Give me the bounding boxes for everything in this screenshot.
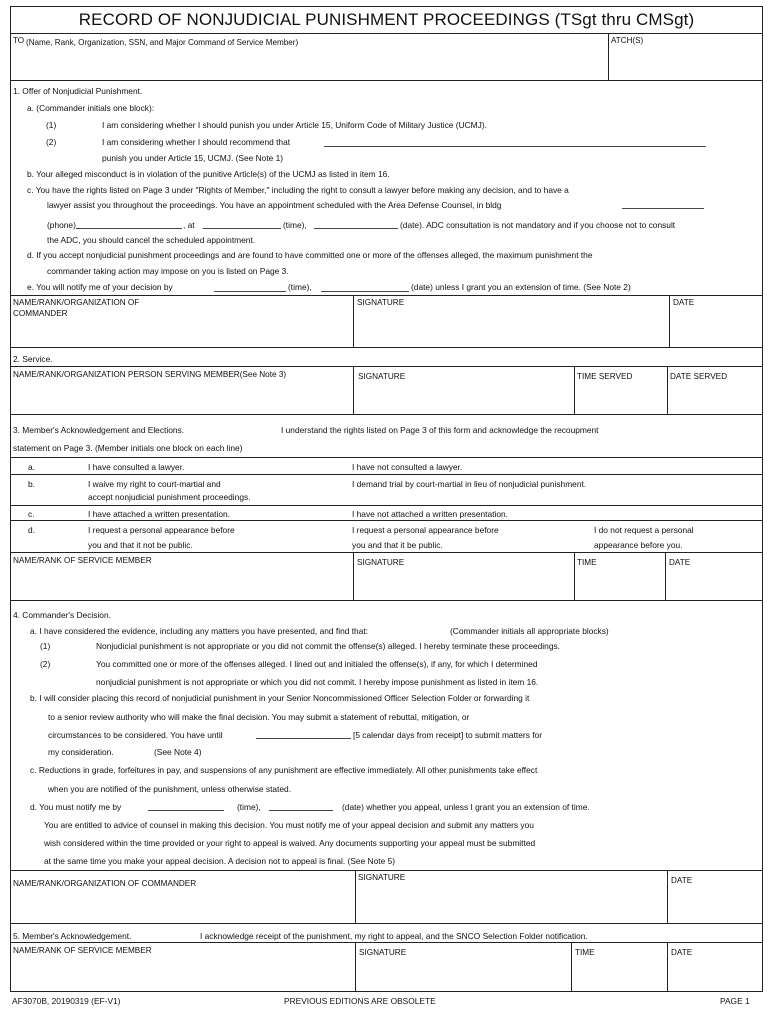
s3-row-c-initials-mid[interactable]: [312, 507, 350, 519]
s1-commander-name-input[interactable]: [12, 320, 352, 346]
s3-row-b-mid-option: I demand trial by court-martial in lieu of nonjudicial punishment.: [352, 479, 587, 489]
s3-row-d-letter: d.: [28, 525, 35, 535]
s3-row-a-left-option: I have consulted a lawyer.: [88, 462, 185, 472]
s1-c-at-label: , at: [183, 220, 195, 230]
s5-member-name-label: NAME/RANK OF SERVICE MEMBER: [13, 946, 152, 955]
section-2-heading: 2. Service.: [13, 354, 53, 364]
s1-d-text-1: d. If you accept nonjudicial punishment proceedings and are found to have committed one or more of the offenses alleged, the maximum punishment the: [27, 250, 593, 260]
s3-row-d-right-option: I do not request a personal: [594, 525, 694, 535]
s3-row-d-initials-left[interactable]: [44, 522, 84, 548]
s1-c-text-2: lawyer assist you throughout the proceedings. You have an appointment scheduled with the Area Defense Counsel, in bldg: [47, 200, 502, 210]
s1-c-text-4: the ADC, you should cancel the scheduled appointment.: [47, 235, 256, 245]
s4-b-text-4: my consideration.: [48, 747, 114, 757]
s4-a1-text: Nonjudicial punishment is not appropriate or you did not commit the offense(s) alleged. I hereby terminate these proceedings.: [96, 641, 560, 651]
appeal-date-input[interactable]: [269, 799, 333, 810]
s4-commander-name-label: NAME/RANK/ORGANIZATION OF COMMANDER: [13, 879, 197, 888]
to-input[interactable]: [12, 48, 608, 79]
s5-signature-input[interactable]: [357, 960, 570, 989]
s3-signature-input[interactable]: [355, 570, 573, 598]
section-4-heading: 4. Commander's Decision.: [13, 610, 111, 620]
s4-c-text-1: c. Reductions in grade, forfeitures in pay, and suspensions of any punishment are effective immediately. All other punishments take effect: [30, 765, 538, 775]
s1-date-label: DATE: [673, 298, 695, 307]
s4-b-note: (See Note 4): [154, 747, 202, 757]
s3-date-input[interactable]: [667, 570, 760, 598]
s4-d-text-4: at the same time you make your appeal decision. A decision not to appeal is final. (See Note 5): [44, 856, 396, 866]
s3-row-b-left-option: I waive my right to court-martial and: [88, 479, 221, 489]
s5-acknowledge-text: I acknowledge receipt of the punishment, my right to appeal, and the SNCO Selection Folder notification.: [200, 931, 588, 941]
s2-signature-input[interactable]: [355, 384, 573, 412]
s3-row-d-initials-mid[interactable]: [312, 522, 350, 548]
s1-c-time-label: (time),: [283, 220, 307, 230]
s3-row-d-left-option: I request a personal appearance before: [88, 525, 235, 535]
s4-d-text-1a: d. You must notify me by: [30, 802, 122, 812]
s3-row-d-mid-option: I request a personal appearance before: [352, 525, 499, 535]
s1-c-phone-label: (phone): [47, 220, 76, 230]
s4-a2-text-2: nonjudicial punishment is not appropriate or which you did not commit. I hereby impose punishment as listed in item 16.: [96, 677, 539, 687]
s1-c-date-text: (date). ADC consultation is not mandatory and if you choose not to consult: [400, 220, 676, 230]
s1-a2-text-cont: punish you under Article 15, UCMJ. (See Note 1): [102, 153, 284, 163]
s4-a1-number: (1): [40, 641, 51, 651]
section-5-heading: 5. Member's Acknowledgement.: [13, 931, 132, 941]
s1-a1-initials[interactable]: [62, 118, 98, 130]
decision-time-input[interactable]: [214, 280, 286, 291]
s4-a1-initials[interactable]: [56, 639, 92, 651]
s1-a2-number: (2): [46, 137, 57, 147]
attachments-label: ATCH(S): [611, 36, 644, 45]
s2-time-served-label: TIME SERVED: [577, 372, 633, 381]
s3-acknowledge-text-2: statement on Page 3. (Member initials one block on each line): [13, 443, 243, 453]
section-3-heading: 3. Member's Acknowledgement and Elections.: [13, 425, 185, 435]
s3-row-d-mid-option-2: you and that it be public.: [352, 540, 443, 550]
s3-row-c-mid-option: I have not attached a written presentation.: [352, 509, 508, 519]
s1-b-text: b. Your alleged misconduct is in violation of the punitive Article(s) of the UCMJ as listed in item 16.: [27, 169, 390, 179]
s4-b-text-2: to a senior review authority who will make the final decision. You may submit a statement of rebuttal, mitigation, or: [48, 712, 470, 722]
s3-row-b-initials-mid[interactable]: [312, 476, 350, 502]
s3-row-a-letter: a.: [28, 462, 35, 472]
s4-a2-text: You committed one or more of the offenses alleged. I lined out and initialed the offense(s), if any, for which I determined: [96, 659, 538, 669]
s1-commander-name-label: NAME/RANK/ORGANIZATION OF: [13, 298, 140, 307]
s2-signature-label: SIGNATURE: [358, 372, 406, 381]
adc-time-input[interactable]: [203, 217, 281, 228]
appeal-time-input[interactable]: [148, 799, 224, 810]
to-label: TO: [13, 36, 25, 45]
s1-a2-initials[interactable]: [62, 135, 98, 147]
s3-row-c-initials-left[interactable]: [44, 507, 84, 519]
s1-recommend-authority-input[interactable]: [324, 134, 706, 146]
s2-date-served-input[interactable]: [669, 384, 760, 412]
s4-d-time-label: (time),: [237, 802, 261, 812]
s5-date-input[interactable]: [669, 960, 760, 989]
s1-signature-label: SIGNATURE: [357, 298, 405, 307]
adc-phone-input[interactable]: [76, 217, 182, 228]
s1-date-input[interactable]: [671, 310, 760, 346]
s3-row-d-left-option-2: you and that it not be public.: [88, 540, 193, 550]
s5-signature-label: SIGNATURE: [359, 948, 407, 957]
s4-a2-initials[interactable]: [56, 657, 92, 669]
s1-a-text: a. (Commander initials one block):: [27, 103, 155, 113]
adc-bldg-input[interactable]: [622, 197, 704, 208]
s4-b-text-3b: [5 calendar days from receipt] to submit matters for: [353, 730, 542, 740]
s4-date-label: DATE: [671, 876, 693, 885]
s3-row-c-letter: c.: [28, 509, 35, 519]
s5-member-name-input[interactable]: [12, 958, 352, 989]
s4-c-text-2: when you are notified of the punishment, unless otherwise stated.: [48, 784, 292, 794]
page-number: PAGE 1: [720, 996, 750, 1006]
s3-row-b-initials-left[interactable]: [44, 476, 84, 502]
form-title: RECORD OF NONJUDICIAL PUNISHMENT PROCEEDINGS (TSgt thru CMSgt): [10, 6, 763, 34]
s1-a2-text: I am considering whether I should recommend that: [102, 137, 291, 147]
s4-b-text-1: b. I will consider placing this record of nonjudicial punishment in your Senior Noncommissioned Officer Selection Folder or forwarding it: [30, 693, 530, 703]
s1-signature-input[interactable]: [355, 310, 668, 346]
form-id: AF3070B, 20190319 (EF-V1): [12, 996, 121, 1006]
s4-date-input[interactable]: [669, 888, 760, 921]
s3-time-label: TIME: [577, 558, 597, 567]
s4-d-text-3: wish considered within the time provided or your right to appeal is waived. Any documents supporting your appeal must be submitted: [44, 838, 536, 848]
s1-e-text-1: e. You will notify me of your decision by: [27, 282, 173, 292]
s4-a-text: a. I have considered the evidence, including any matters you have presented, and find that:: [30, 626, 369, 636]
s1-e-text-3: (date) unless I grant you an extension of time. (See Note 2): [411, 282, 631, 292]
s1-c-text-1: c. You have the rights listed on Page 3 under "Rights of Member," including the right to consult a lawyer before making any decision, and to have a: [27, 185, 569, 195]
s1-d-text-2: commander taking action may impose on you is listed on Page 3.: [47, 266, 289, 276]
s4-d-text-1c: (date) whether you appeal, unless I grant you an extension of time.: [342, 802, 590, 812]
s2-server-name-label: NAME/RANK/ORGANIZATION PERSON SERVING MEMBER(See Note 3): [13, 370, 287, 379]
rebuttal-deadline-input[interactable]: [256, 727, 351, 738]
s3-date-label: DATE: [669, 558, 691, 567]
s2-server-name-input[interactable]: [12, 382, 352, 412]
s5-date-label: DATE: [671, 948, 693, 957]
attachments-input[interactable]: [610, 48, 760, 79]
s3-row-d-initials-right[interactable]: [550, 522, 590, 548]
s4-signature-label: SIGNATURE: [358, 873, 406, 882]
s4-commander-name-input[interactable]: [12, 891, 352, 921]
s3-row-c-left-option: I have attached a written presentation.: [88, 509, 230, 519]
s3-acknowledge-text: I understand the rights listed on Page 3 of this form and acknowledge the recoupment: [281, 425, 599, 435]
s3-member-name-label: NAME/RANK OF SERVICE MEMBER: [13, 556, 152, 565]
s4-b-text-3a: circumstances to be considered. You have until: [48, 730, 223, 740]
s3-signature-label: SIGNATURE: [357, 558, 405, 567]
decision-date-input[interactable]: [321, 280, 409, 291]
s2-date-served-label: DATE SERVED: [670, 372, 728, 381]
s4-a2-number: (2): [40, 659, 51, 669]
s3-row-b-left-option-2: accept nonjudicial punishment proceedings.: [88, 492, 251, 502]
s3-time-input[interactable]: [576, 570, 666, 598]
obsolete-notice: PREVIOUS EDITIONS ARE OBSOLETE: [284, 996, 436, 1006]
s4-a-note: (Commander initials all appropriate blocks): [450, 626, 609, 636]
s1-e-time-label: (time),: [288, 282, 312, 292]
s3-row-a-initials-left[interactable]: [44, 459, 84, 472]
s3-row-b-letter: b.: [28, 479, 35, 489]
s2-time-served-input[interactable]: [576, 384, 666, 412]
s4-d-text-2: You are entitled to advice of counsel in making this decision. You must notify me of your appeal decision and submit any matters you: [44, 820, 534, 830]
s1-commander-name-label-2: COMMANDER: [13, 309, 68, 318]
s3-row-a-initials-mid[interactable]: [312, 459, 350, 472]
s1-a1-text: I am considering whether I should punish you under Article 15, Uniform Code of Military Justice (UCMJ).: [102, 120, 487, 130]
s5-time-input[interactable]: [573, 960, 666, 989]
section-1-heading: 1. Offer of Nonjudicial Punishment.: [13, 86, 143, 96]
s3-row-a-mid-option: I have not consulted a lawyer.: [352, 462, 463, 472]
s3-row-d-right-option-2: appearance before you.: [594, 540, 683, 550]
to-description: (Name, Rank, Organization, SSN, and Major Command of Service Member): [26, 38, 299, 47]
s5-time-label: TIME: [575, 948, 595, 957]
s1-a1-number: (1): [46, 120, 57, 130]
s3-member-name-input[interactable]: [12, 568, 352, 598]
adc-date-input[interactable]: [314, 217, 398, 228]
s4-signature-input[interactable]: [357, 885, 666, 921]
